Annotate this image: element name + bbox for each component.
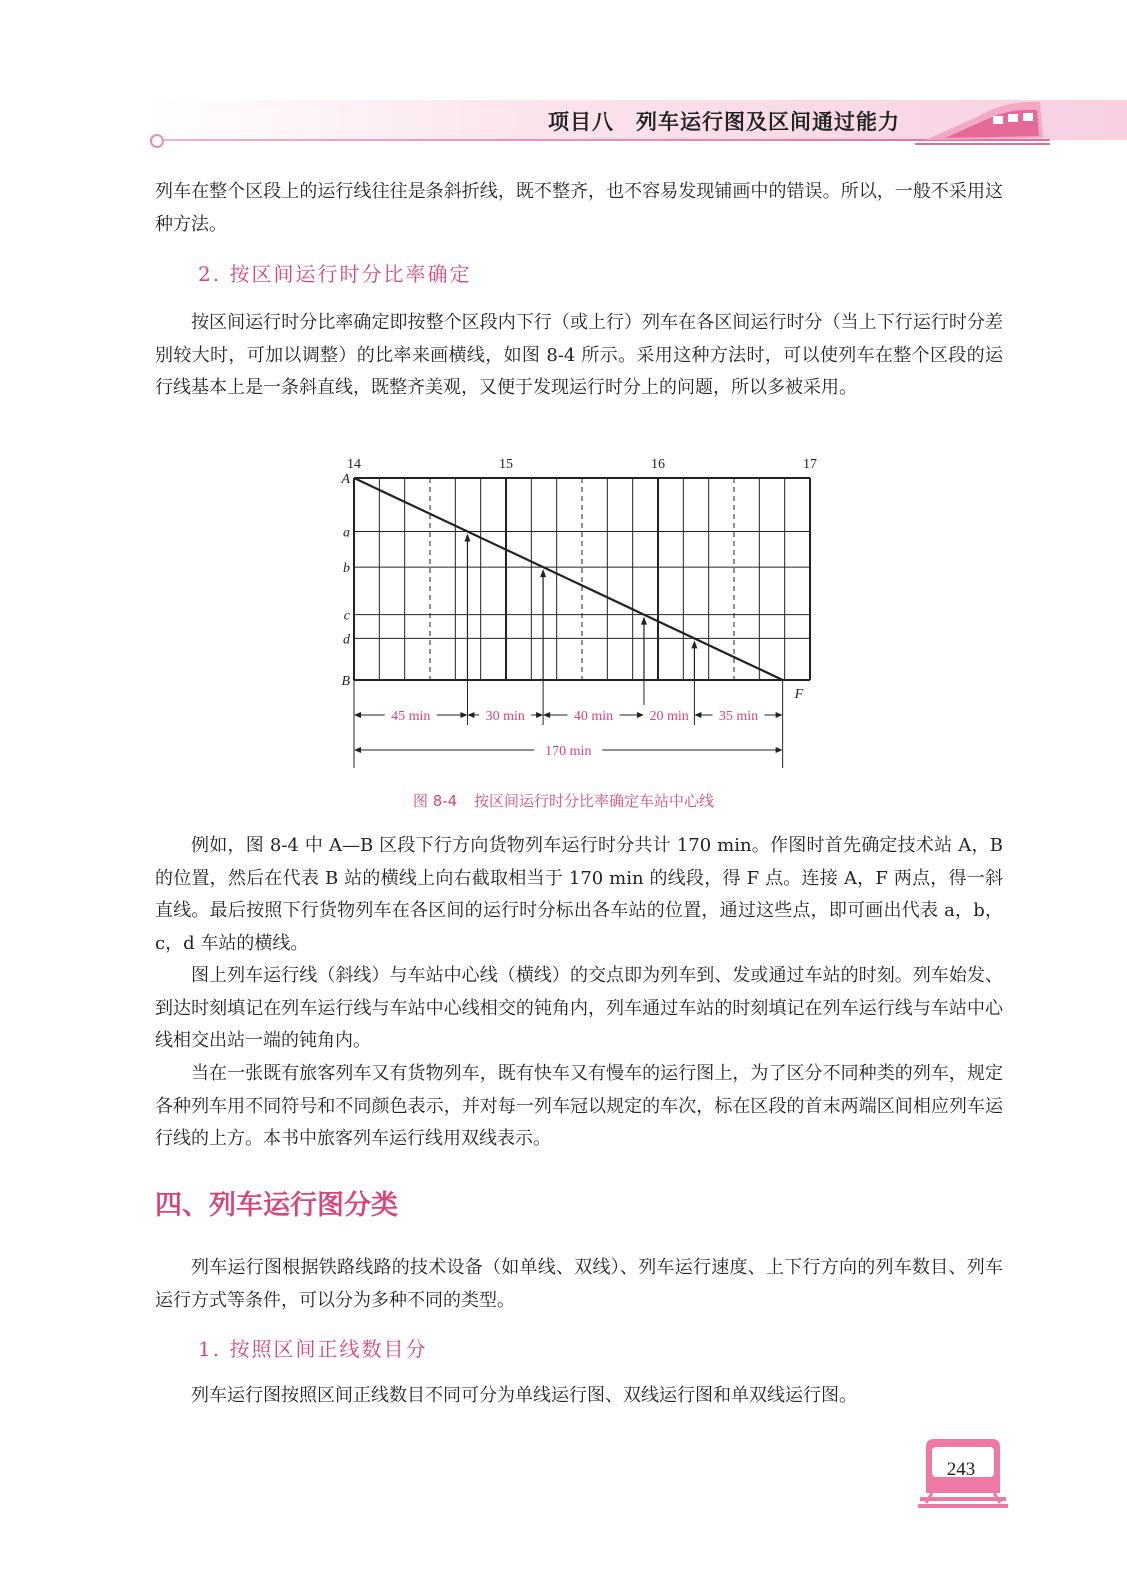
paragraph-1: 列车在整个区段上的运行线往往是条斜折线，既不整齐，也不容易发现铺画中的错误。所以，一般不采用这种方法。: [155, 181, 1003, 235]
dimension-arrowhead: [354, 712, 361, 718]
hour-label: 15: [499, 457, 513, 472]
paragraph-3: 例如，图 8-4 中 A—B 区段下行方向货物列车运行时分共计 170 min。作图时首先确定技术站 A，B 的位置，然后在代表 B 站的横线上向右截取相当于 170 min 的线段，得 F 点。连接 A，F 两点，得一斜直线。最后按照下行货物列车在各区间的运行时分标出各车站的位置，通过这些点，即可画出代表 a，b，c，d 车站的横线。: [155, 835, 1003, 954]
figure-8-4-diagram: [330, 448, 817, 773]
figure-caption-text: 按区间运行时分比率确定车站中心线: [474, 792, 715, 810]
projection-arrowhead: [641, 617, 647, 625]
hour-label: 17: [803, 457, 817, 472]
train-run-line: [354, 478, 783, 680]
dimension-arrowhead: [694, 712, 701, 718]
subheading-1: 1. 按照区间正线数目分: [198, 1337, 428, 1361]
dimension-arrowhead: [536, 712, 543, 718]
projection-arrowhead: [464, 533, 470, 541]
hour-label: 16: [651, 457, 665, 472]
station-label: a: [343, 525, 350, 541]
dimension-arrowhead: [776, 712, 783, 718]
train-icon: [915, 88, 1055, 158]
point-f-label: F: [794, 687, 804, 702]
station-label: b: [343, 561, 350, 577]
figure-caption-number: 图 8-4: [412, 792, 458, 810]
station-label: A: [341, 472, 350, 487]
total-label: 170 min: [545, 744, 592, 759]
section-title: 四、列车运行图分类: [155, 1190, 398, 1221]
chapter-title: 项目八 列车运行图及区间通过能力: [548, 110, 900, 134]
dimension-arrowhead: [460, 712, 467, 718]
paragraph-2: 按区间运行时分比率确定即按整个区段内下行（或上行）列车在各区间运行时分（当上下行运行时分差别较大时，可加以调整）的比率来画横线，如图 8-4 所示。采用这种方法时，可以使列车在整个区段的运行线基本上是一条斜直线，既整齐美观，又便于发现运行时分上的问题，所以多被采用。: [155, 312, 1003, 398]
dimension-arrowhead: [776, 747, 783, 753]
segment-label: 45 min: [391, 709, 431, 724]
segment-label: 35 min: [718, 709, 759, 724]
paragraph-7: 列车运行图按照区间正线数目不同可分为单线运行图、双线运行图和单双线运行图。: [191, 1385, 857, 1406]
hour-label: 14: [347, 457, 361, 472]
segment-label: 30 min: [485, 709, 525, 724]
dimension-arrowhead: [543, 712, 550, 718]
segment-label: 20 min: [649, 709, 689, 724]
page-number: 243: [946, 1459, 976, 1480]
header-dot: [150, 134, 164, 148]
paragraph-4: 图上列车运行线（斜线）与车站中心线（横线）的交点即为列车到、发或通过车站的时刻。列车始发、到达时刻填记在列车运行线与车站中心线相交的钝角内，列车通过车站的时刻填记在列车运行线与车站中心线相交出站一端的钝角内。: [155, 965, 1003, 1051]
dimension-arrowhead: [467, 712, 474, 718]
station-label: B: [341, 674, 350, 689]
projection-arrowhead: [540, 569, 546, 577]
dimension-arrowhead: [637, 712, 644, 718]
paragraph-5: 当在一张既有旅客列车又有货物列车，既有快车又有慢车的运行图上，为了区分不同种类的列车，规定各种列车用不同符号和不同颜色表示，并对每一列车冠以规定的车次，标在区段的首末两端区间相应列车运行线的上方。本书中旅客列车运行线用双线表示。: [155, 1063, 1003, 1149]
figure-caption: [0, 790, 1127, 811]
subheading-2: 2. 按区间运行时分比率确定: [198, 262, 472, 286]
station-label: d: [343, 632, 350, 648]
projection-arrowhead: [691, 640, 697, 648]
dimension-arrowhead: [354, 747, 361, 753]
segment-label: 40 min: [573, 709, 614, 724]
station-label: c: [343, 608, 350, 624]
paragraph-6: 列车运行图根据铁路线路的技术设备（如单线、双线）、列车运行速度、上下行方向的列车数目、列车运行方式等条件，可以分为多种不同的类型。: [155, 1257, 1003, 1311]
